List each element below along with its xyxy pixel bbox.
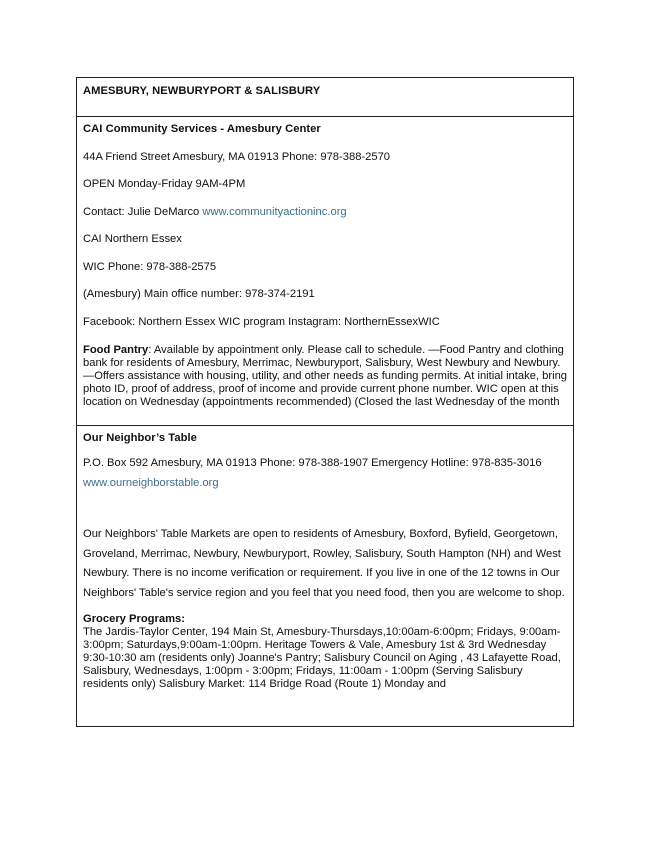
- resource-table: [76, 77, 574, 727]
- neighbors-address-text: P.O. Box 592 Amesbury, MA 01913 Phone: 978-388-1907 Emergency Hotline: 978-835-3016: [83, 457, 542, 469]
- grocery-text: The Jardis-Taylor Center, 194 Main St, Amesbury-Thursdays,10:00am-6:00pm; Fridays, 9:00am-3:00pm; Saturdays,9:00am-1:00pm. Heritage Towers & Vale, Amesbury 1st & 3rd Wednesday 9:30-10:30 am (residents only) Joanne's Pantry; Salisbury Council on Aging , 43 Lafayette Road, Salisbury, Wednesdays, 1:00pm - 3:00pm; Fridays, 11:00am - 1:00pm (Serving Salisbury residents only) Salisbury Market: 114 Bridge Road (Route 1) Monday and: [83, 626, 561, 690]
- food-pantry-label: Food Pantry: [83, 343, 149, 356]
- cai-social: Facebook: Northern Essex WIC program Instagram: NorthernEssexWIC: [83, 315, 440, 328]
- cai-website-link[interactable]: www.communityactioninc.org: [202, 205, 347, 218]
- neighbors-row: [77, 426, 573, 726]
- region-header: AMESBURY, NEWBURYPORT & SALISBURY: [83, 85, 321, 97]
- cai-title: CAI Community Services - Amesbury Center: [83, 123, 321, 135]
- cai-wic-phone: WIC Phone: 978-388-2575: [83, 260, 217, 273]
- neighbors-address-phone: [83, 454, 567, 493]
- cai-main-office: (Amesbury) Main office number: 978-374-2191: [83, 288, 315, 300]
- food-pantry-text: : Available by appointment only. Please call to schedule. —Food Pantry and clothing bank for residents of Amesbury, Merrimac, Newburyport, Salisbury, West Newbury and Newbury. —Offers assistance with housing, utility, and other needs as funding permits. At initial intake, bring photo ID, proof of address, proof of income and provide current phone number. WIC open at this location on Wednesday (appointments recommended) (Closed the last Wednesday of the month: [83, 343, 568, 408]
- cai-northern-essex: CAI Northern Essex: [83, 233, 182, 245]
- grocery-programs: [83, 613, 567, 691]
- neighbors-title: Our Neighbor’s Table: [83, 432, 197, 444]
- region-header-row: [77, 78, 573, 117]
- cai-contact: [83, 206, 567, 218]
- cai-address-phone: 44A Friend Street Amesbury, MA 01913 Phone: 978-388-2570: [83, 150, 391, 163]
- cai-row: [77, 117, 573, 426]
- neighbors-description: Our Neighbors' Table Markets are open to residents of Amesbury, Boxford, Byfield, Georgetown, Groveland, Merrimac, Newbury, Newburyport, Rowley, Salisbury, South Hampton (NH) and West Newbury. There is no income verification or requirement. If you live in one of the 12 towns in Our Neighbors' Table's service region and you feel that you need food, then you are welcome to shop.: [83, 528, 565, 599]
- cai-food-pantry: [83, 344, 567, 409]
- grocery-label: Grocery Programs:: [83, 613, 185, 625]
- cai-hours: OPEN Monday-Friday 9AM-4PM: [83, 178, 246, 190]
- neighbors-website-link[interactable]: www.ourneighborstable.org: [83, 476, 219, 489]
- cai-contact-label: Contact: Julie DeMarco: [83, 205, 203, 218]
